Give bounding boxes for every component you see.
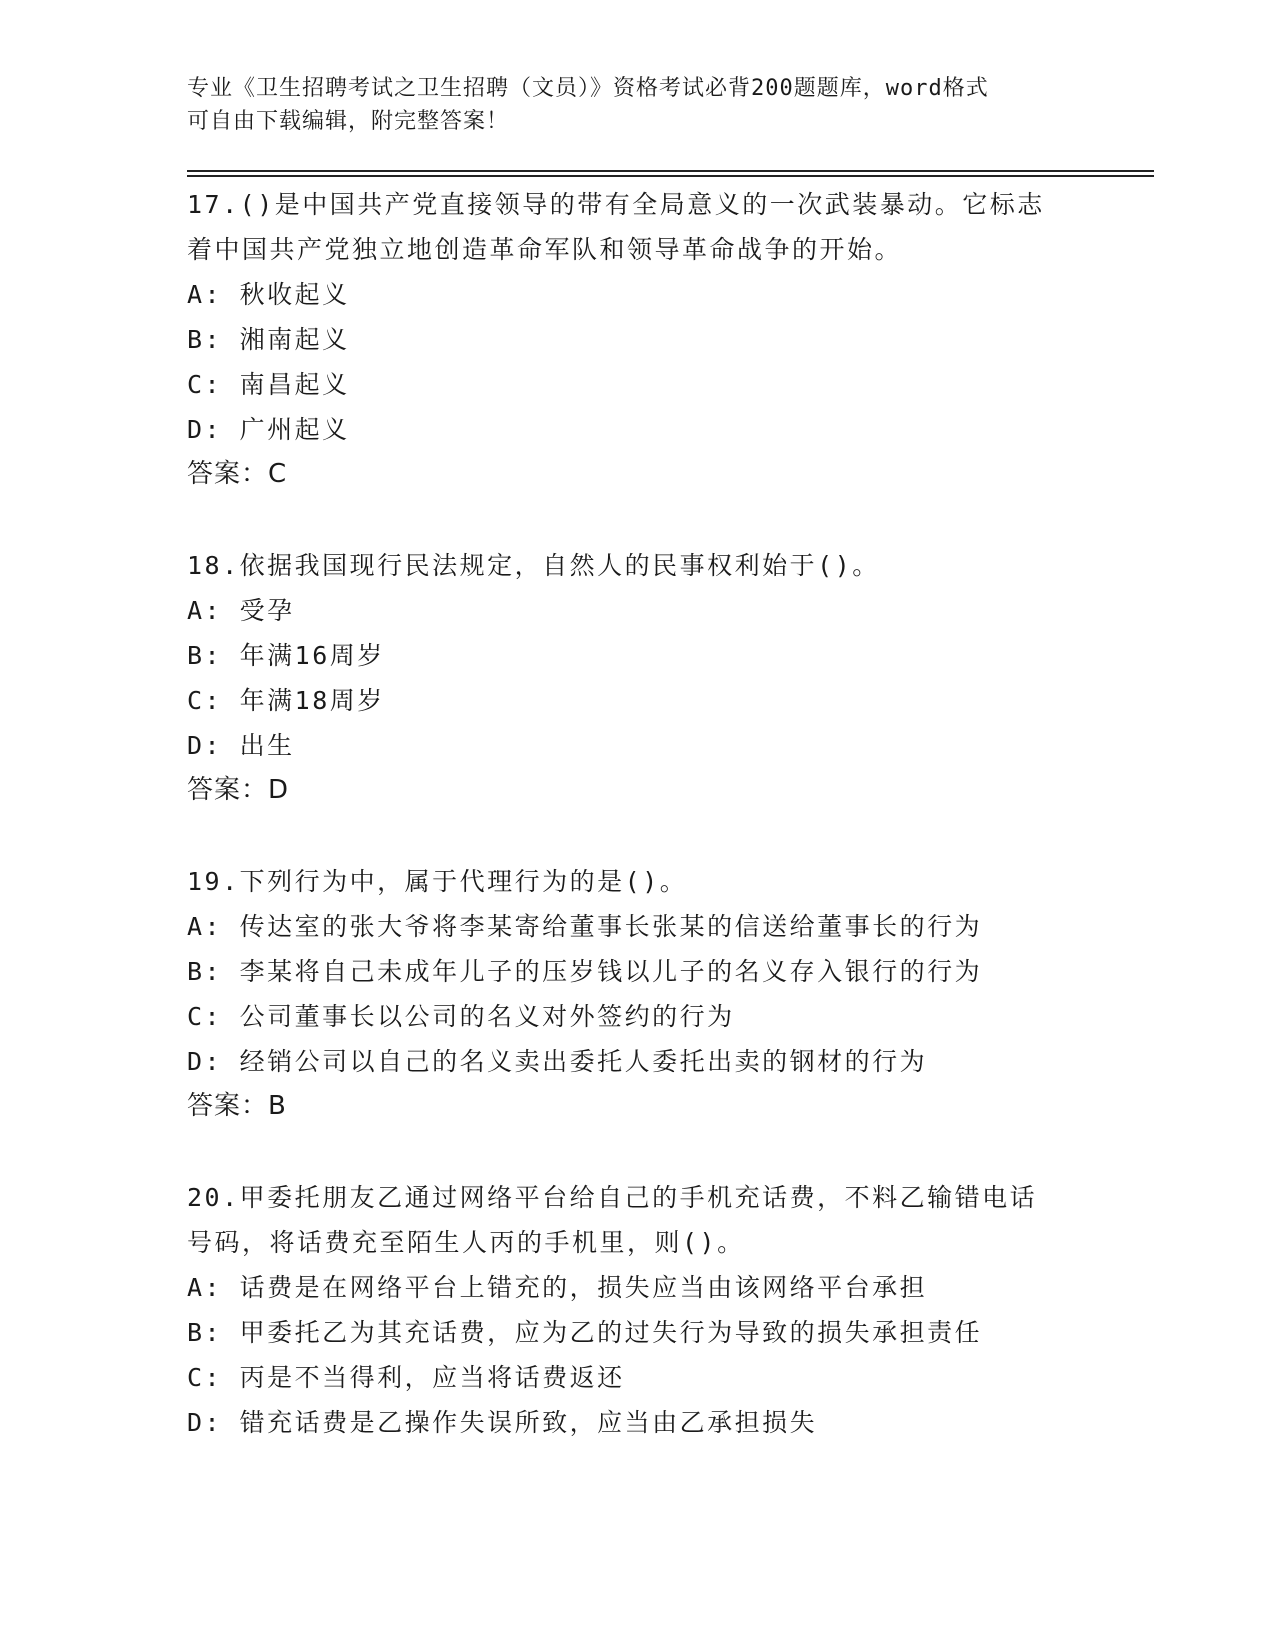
header-line-1: 专业《卫生招聘考试之卫生招聘（文员）》资格考试必背200题题库，word格式 <box>187 76 989 101</box>
question-stem-line: 18.依据我国现行民法规定，自然人的民事权利始于()。 <box>187 551 880 580</box>
question-stem-line: 20.甲委托朋友乙通过网络平台给自己的手机充话费，不料乙输错电话 <box>187 1183 1038 1212</box>
header-line-2: 可自由下载编辑，附完整答案！ <box>187 109 510 134</box>
option-d: D: 出生 <box>187 731 295 760</box>
option-d: D: 错充话费是乙操作失误所致，应当由乙承担损失 <box>187 1408 818 1437</box>
question-19 <box>187 859 1087 1129</box>
option-c: C: 南昌起义 <box>187 370 350 399</box>
header-divider-top <box>187 170 1154 172</box>
answer-line: 答案：C <box>187 459 288 489</box>
option-a: A: 秋收起义 <box>187 280 350 309</box>
option-a: A: 话费是在网络平台上错充的，损失应当由该网络平台承担 <box>187 1273 928 1302</box>
option-b: B: 李某将自己未成年儿子的压岁钱以儿子的名义存入银行的行为 <box>187 957 983 986</box>
question-spacer <box>187 1129 1087 1175</box>
document-header <box>187 72 1087 138</box>
option-d: D: 广州起义 <box>187 415 350 444</box>
answer-line: 答案：D <box>187 775 290 805</box>
question-20 <box>187 1175 1087 1445</box>
question-17 <box>187 182 1087 497</box>
option-c: C: 公司董事长以公司的名义对外签约的行为 <box>187 1002 735 1031</box>
option-c: C: 年满18周岁 <box>187 686 385 715</box>
option-b: B: 湘南起义 <box>187 325 350 354</box>
question-stem-line: 19.下列行为中，属于代理行为的是()。 <box>187 867 688 896</box>
question-spacer <box>187 497 1087 543</box>
option-d: D: 经销公司以自己的名义卖出委托人委托出卖的钢材的行为 <box>187 1047 928 1076</box>
question-stem-line: 17.()是中国共产党直接领导的带有全局意义的一次武装暴动。它标志 <box>187 190 1045 219</box>
option-c: C: 丙是不当得利，应当将话费返还 <box>187 1363 625 1392</box>
option-b: B: 甲委托乙为其充话费，应为乙的过失行为导致的损失承担责任 <box>187 1318 983 1347</box>
question-stem-line: 着中国共产党独立地创造革命军队和领导革命战争的开始。 <box>187 235 903 264</box>
option-b: B: 年满16周岁 <box>187 641 385 670</box>
question-spacer <box>187 813 1087 859</box>
option-a: A: 传达室的张大爷将李某寄给董事长张某的信送给董事长的行为 <box>187 912 983 941</box>
question-stem-line: 号码，将话费充至陌生人丙的手机里，则()。 <box>187 1228 745 1257</box>
question-18 <box>187 543 1087 813</box>
header-divider-bottom <box>187 175 1154 177</box>
option-a: A: 受孕 <box>187 596 295 625</box>
question-list <box>187 182 1087 1445</box>
answer-line: 答案：B <box>187 1091 287 1121</box>
